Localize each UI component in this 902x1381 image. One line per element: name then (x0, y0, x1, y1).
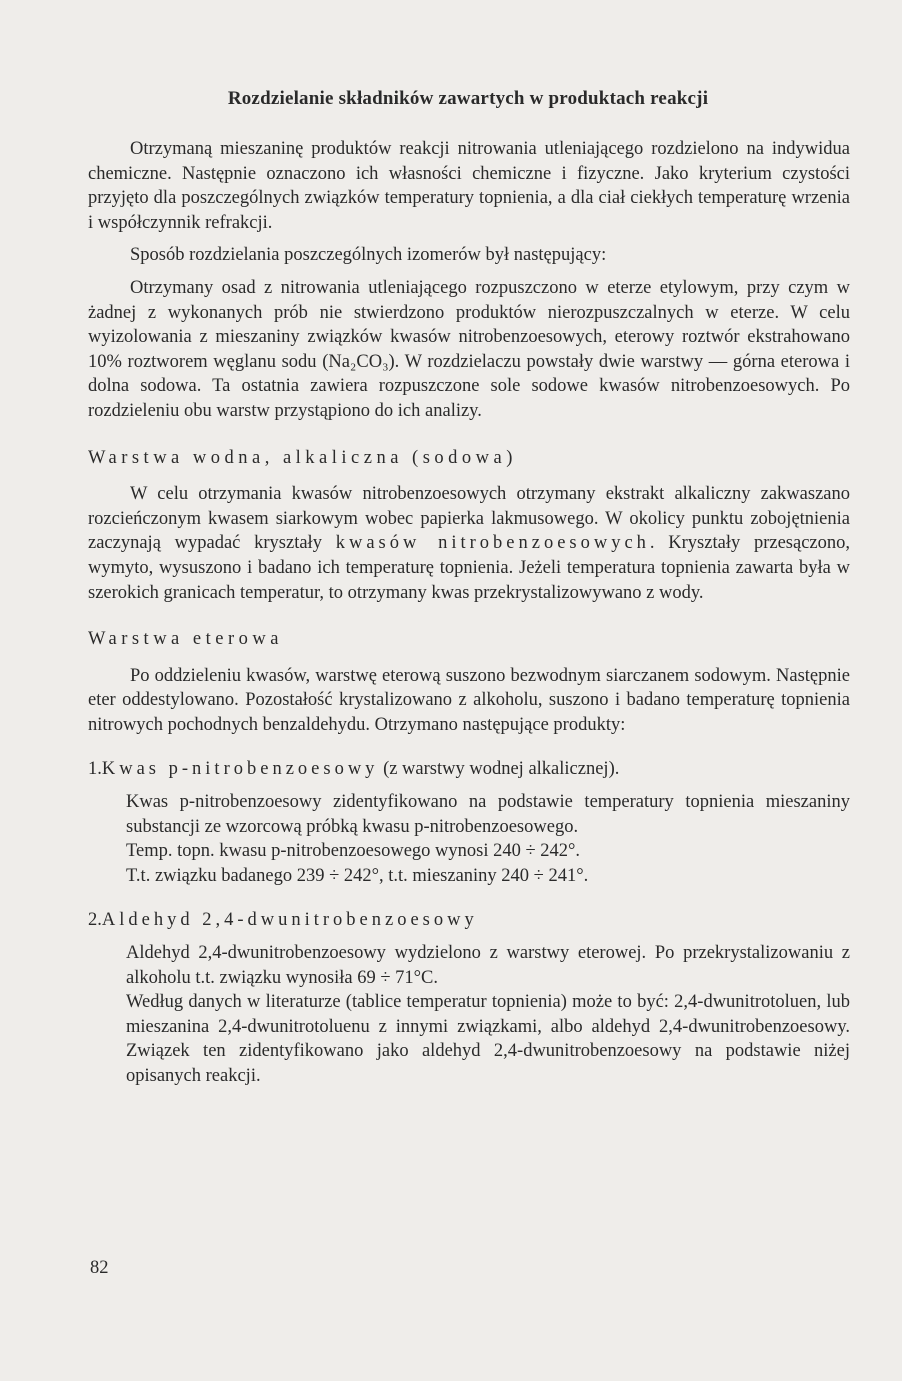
list-item (88, 908, 850, 1088)
item-name: Kwas p-nitrobenzoesowy (101, 759, 379, 780)
paragraph: Temp. topn. kwasu p-nitrobenzoesowego wynosi 240 ÷ 242°. (126, 841, 581, 862)
item-body (126, 790, 850, 888)
body-text (88, 137, 850, 1089)
paragraph: Aldehyd 2,4-dwunitrobenzoesowy wydzielono z warstwy eterowej. Po przekrystalizowaniu z alkoholu t.t. związku wynosiła 69 ÷ 71°C. (126, 943, 850, 988)
emphasized-text: kwasów nitrobenzoesowych (335, 533, 650, 554)
paragraph: T.t. związku badanego 239 ÷ 242°, t.t. mieszaniny 240 ÷ 241°. (126, 865, 589, 886)
text-span: W celu otrzymania kwasów nitrobenzoesowych otrzymany ekstrakt alkaliczny zakwaszano rozcieńczonym kwasem siarkowym wobec papierka lakmusowego. W okolicy punktu zobojętnienia zaczynają wypadać kryształy (88, 484, 850, 554)
paragraph: Sposób rozdzielania poszczególnych izomerów był następujący: (130, 245, 607, 266)
paragraph: Otrzymaną mieszaninę produktów reakcji nitrowania utleniającego rozdzielono na indywidua chemiczne. Następnie oznaczono ich własności chemiczne i fizyczne. Jako kryterium czystości przyjęto dla poszczególnych związków temperatury topnienia, a dla ciał ciekłych temperaturę wrzenia i współczynnik refrakcji. (88, 139, 850, 233)
subheading-aqueous: Warstwa wodna, alkaliczna (sodowa) (88, 447, 517, 468)
item-body (126, 941, 850, 1089)
list-item (88, 757, 850, 888)
paragraph: Otrzymany osad z nitrowania utleniającego rozpuszczono w eterze etylowym, przy czym w żadnej z wykonanych prób nie stwierdzono produktów nierozpuszczalnych w eterze. W celu wyizolowania z mieszaniny związków kwasów nitrobenzoesowych, eterowy roztwór ekstrahowano 10% roztworem węglanu sodu (Na₂CO₃). W rozdzielaczu powstały dwie warstwy — górna eterowa i dolna sodowa. Ta ostatnia zawiera rozpuszczone sole sodowe kwasów nitrobenzoesowych. Po rozdzieleniu obu warstw przystąpiono do ich analizy. (88, 277, 850, 421)
item-note: (z warstwy wodnej alkalicznej). (378, 759, 620, 780)
section-title: Rozdzielanie składników zawartych w produktach reakcji (227, 88, 709, 109)
paragraph: Według danych w literaturze (tablice temperatur topnienia) może to być: 2,4-dwunitrotoluen, lub mieszanina 2,4-dwunitrotoluenu z innymi związkami, albo aldehyd 2,4-dwunitrobenzoesowy. Związek ten zidentyfikowano jako aldehyd 2,4-dwunitrobenzoesowy na podstawie niżej opisanych reakcji. (126, 992, 850, 1086)
item-title (88, 757, 850, 782)
paragraph-aqueous (88, 482, 850, 605)
item-number: 2. (88, 910, 102, 931)
paragraph-ether: Po oddzieleniu kwasów, warstwę eterową suszono bezwodnym siarczanem sodowym. Następnie eter oddestylowano. Pozostałość krystalizowano z alkoholu, suszono i badano temperaturę topnienia nitrowych pochodnych benzaldehydu. Otrzymano następujące produkty: (88, 665, 850, 735)
subheading-ether: Warstwa eterowa (88, 629, 283, 650)
item-title (88, 908, 850, 933)
item-number: 1. (88, 759, 102, 780)
page-number: 82 (90, 1258, 109, 1278)
paragraph: Kwas p-nitrobenzoesowy zidentyfikowano na podstawie temperatury topnienia mieszaniny substancji ze wzorcową próbką kwasu p-nitrobenzoesowego. (126, 792, 850, 837)
text-span: . Kryształy przesączono, wymyto, wysuszono i badano ich temperaturę topnienia. Jeżeli temperatura topnienia zawarta była w szerokich granicach temperatur, to otrzymany kwas przekrystalizowywano z wody. (88, 533, 850, 603)
item-name: Aldehyd 2,4-dwunitrobenzoesowy (101, 910, 478, 931)
